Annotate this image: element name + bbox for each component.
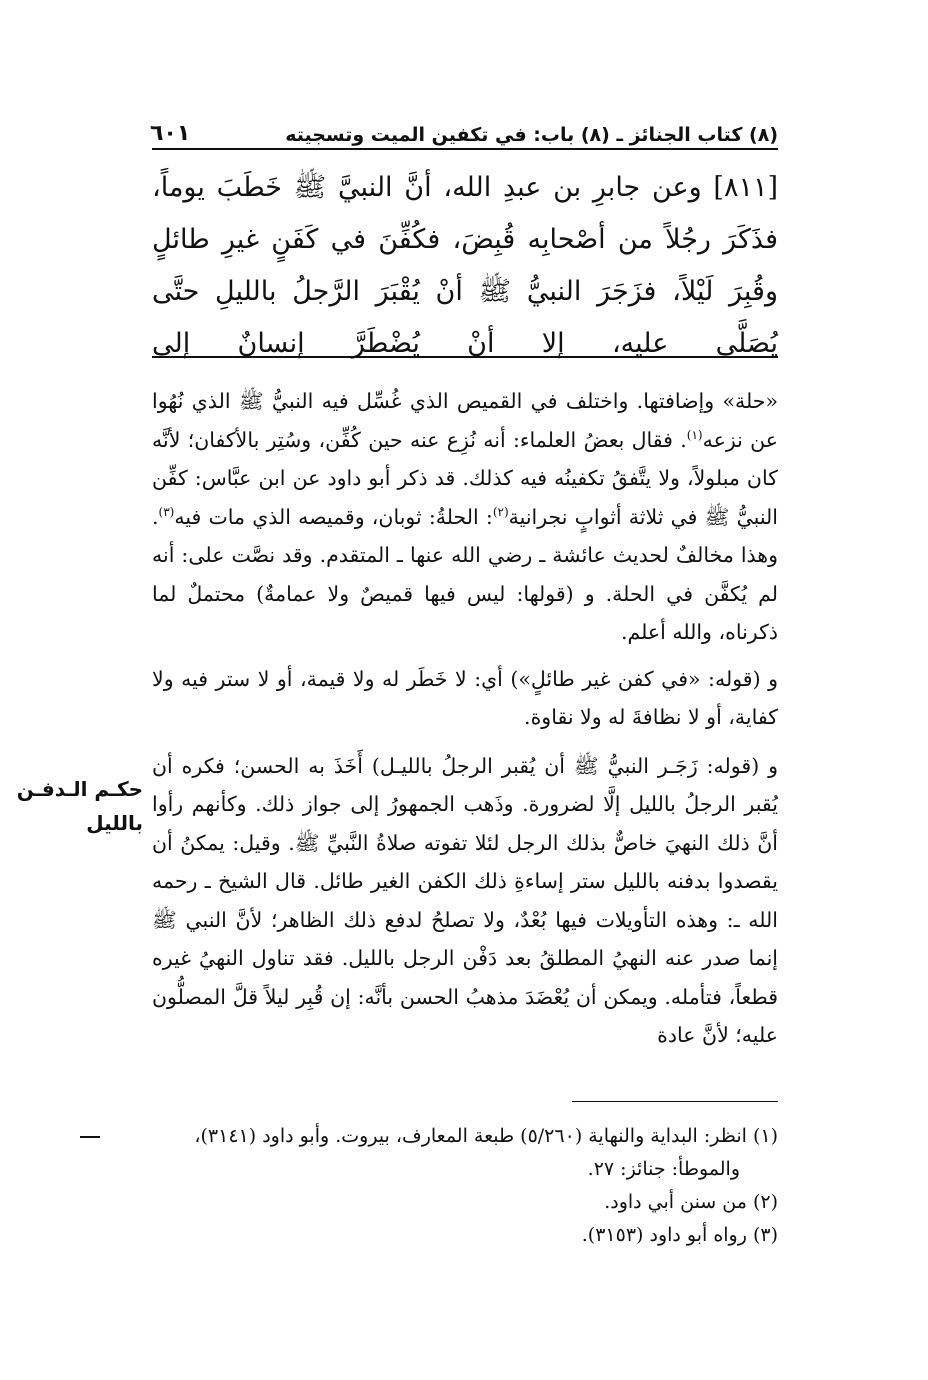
running-header <box>150 110 778 146</box>
commentary-section <box>152 382 778 1055</box>
footnote-1-continued: والموطأ: جنائز: ٢٧. <box>587 1158 740 1180</box>
commentary-paragraph-2: و (قوله: «في كفن غير طائلٍ») أي: لا خَطَر له ولا قيمة، أو لا ستر فيه ولا كفاية، أو لا نظافةَ له ولا نقاوة. <box>152 666 778 729</box>
commentary-paragraph-3: و (قوله: زَجَـر النبيُّ ﷺ أن يُقبر الرجلُ بالليـل) أَخَذَ به الحسن؛ فكره أن يُقبر الرجلُ بالليل إلَّا لضرورة. وذَهب الجمهورُ إلى جواز ذلك. وكأنهم رأوا أنَّ ذلك النهيَ خاصٌّ بذلك الرجل لئلا تفوته صلاةُ النَّبيِّ ﷺ. وقيل: يمكنُ أن يقصدوا بدفنه بالليل ستر إساءةِ ذلك الكفن الغير طائل. قال الشيخ ـ رحمه الله ـ: وهذه التأويلات فيها بُعْدٌ، ولا تصلحُ لدفع ذلك الظاهر؛ لأنَّ النبي ﷺ إنما صدر عنه النهيُ المطلقُ بعد دَفْن الرجل بالليل. فقد تناول النهيُ غيره قطعاً، فتأمله. ويمكن أن يُعْضَدَ مذهبُ الحسن بأنَّه: إن قُبِر ليلاً قلَّ المصلُّون عليه؛ لأنَّ عادة <box>152 753 778 1047</box>
footnote-ref-1[interactable]: (١) <box>686 427 703 442</box>
footnotes-list <box>152 1120 778 1252</box>
hadith-text: [٨١١] وعن جابرِ بن عبدِ الله، أنَّ النبيَّ ﷺ خَطَبَ يوماً، فذَكَرَ رجُلاً من أصْحابِه قُبِضَ، فكُفِّنَ في كَفَنٍ غيرِ طائلٍ وقُبِرَ لَيْلاً، فزَجَرَ النبيُّ ﷺ أنْ يُقْبَرَ الرَّجلُ بالليلِ حتَّى يُصَلَّى عليه، إلا أنْ يُضْطَرَّ إنسانٌ إلى <box>152 172 778 359</box>
commentary-p1-text-d: . وهذا مخالفٌ لحديث عائشة ـ رضي الله عنها ـ المتقدم. وقد نصَّت على: أنه لم يُكفَّن في الحلة. و (قولها: ليس فيها قميصٌ ولا عمامةٌ) محتملٌ لما ذكرناه، والله أعلم. <box>152 504 778 644</box>
footnote-divider <box>572 1101 778 1102</box>
footnote-2: (٢) من سنن أبي داود. <box>604 1191 778 1213</box>
header-divider <box>152 148 778 150</box>
margin-dash-mark <box>80 1136 100 1138</box>
page-number: ٦٠١ <box>150 121 191 146</box>
footnote-3: (٣) رواه أبو داود (٣١٥٣). <box>581 1224 778 1246</box>
footnote-ref-2[interactable]: (٢) <box>492 504 509 519</box>
commentary-p1-text-a: «حلة» وإضافتها. واختلف في القميص الذي غُسِّل فيه النبيُّ ﷺ الذي نُهُوا عن نزعه <box>152 389 778 452</box>
footnote-1: (١) انظر: البداية والنهاية (٥/٢٦٠) طبعة المعارف، بيروت. وأبو داود (٣١٤١)، <box>194 1125 778 1147</box>
commentary-p1-text-b: . فقال بعضُ العلماء: أنه نُزِع عنه حين كُفِّن، وسُتِر بالأكفان؛ لأنَّه كان مبلولاً، ولا يتَّفقُ تكفينُه فيه كذلك. قد ذكر أبو داود عن ابن عبَّاس: كفِّن النبيُّ ﷺ في ثلاثة أثوابٍ نجرانية <box>152 427 778 529</box>
chapter-title: (٨) كتاب الجنائز ـ (٨) باب: في تكفين الميت وتسجيته <box>285 124 778 146</box>
hadith-divider <box>152 356 778 358</box>
commentary-p1-text-c: : الحلةُ: ثوبان، وقميصه الذي مات فيه <box>174 504 493 529</box>
footnote-ref-3[interactable]: (٣) <box>158 504 175 519</box>
margin-note: حكـم الـدفـن بالليل <box>16 777 143 835</box>
commentary-paragraph-1 <box>152 382 778 652</box>
